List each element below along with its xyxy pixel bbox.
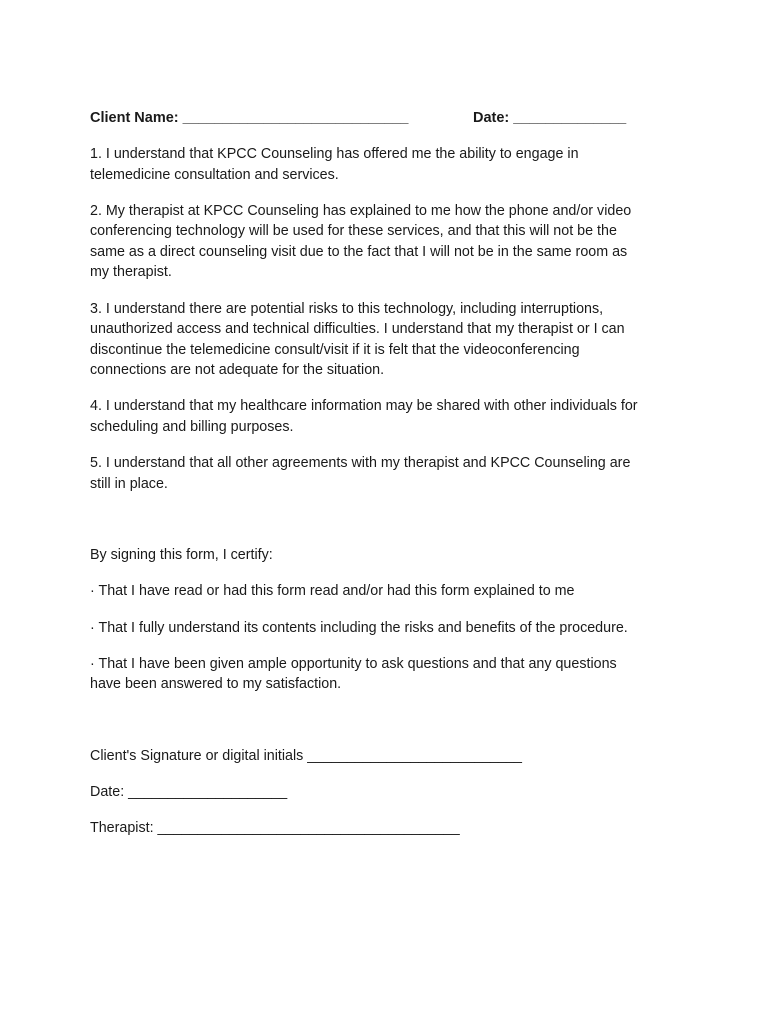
certify-bullet-line: · That I have read or had this form read and/or had this form explained to me	[90, 583, 575, 600]
certify-bullet-line: have been answered to my satisfaction.	[90, 676, 342, 693]
agreement-item-2-line: my therapist.	[90, 264, 172, 281]
certify-bullet-line: · That I have been given ample opportunity to ask questions and that any questions	[90, 655, 617, 672]
form-content	[90, 108, 675, 839]
agreement-item-4-line: 4. I understand that my healthcare information may be shared with other individuals for	[90, 398, 638, 415]
agreement-item-4	[90, 396, 675, 437]
certify-intro-text: By signing this form, I certify:	[90, 547, 273, 564]
agreement-item-2-line: conferencing technology will be used for these services, and that this will not be the	[90, 223, 617, 240]
agreement-item-4-line: scheduling and billing purposes.	[90, 419, 294, 436]
client-signature-field[interactable]: Client's Signature or digital initials ___________________________	[90, 747, 522, 764]
agreement-item-2-line: same as a direct counseling visit due to the fact that I will not be in the same room as	[90, 243, 628, 260]
certify-bullet-3	[90, 654, 675, 695]
client-name-field[interactable]: Client Name: ____________________________	[90, 110, 409, 126]
header-row	[90, 108, 675, 130]
agreement-item-1-line: telemedicine consultation and services.	[90, 166, 339, 183]
signature-date-line[interactable]	[90, 782, 675, 803]
agreement-item-5	[90, 453, 675, 494]
signature-date-field[interactable]: Date: ____________________	[90, 783, 288, 800]
therapist-line[interactable]	[90, 818, 675, 839]
agreement-item-3-line: discontinue the telemedicine consult/visit if it is felt that the videoconferencing	[90, 341, 580, 358]
agreement-item-1-line: 1. I understand that KPCC Counseling has offered me the ability to engage in	[90, 146, 579, 162]
agreement-item-3	[90, 299, 675, 381]
agreement-item-3-line: connections are not adequate for the situation.	[90, 362, 385, 379]
agreement-item-5-line: still in place.	[90, 475, 168, 492]
agreement-item-3-line: 3. I understand there are potential risks to this technology, including interruptions,	[90, 300, 604, 317]
agreement-item-2-line: 2. My therapist at KPCC Counseling has explained to me how the phone and/or video	[90, 202, 632, 219]
agreement-item-2	[90, 201, 675, 283]
agreement-item-3-line: unauthorized access and technical difficulties. I understand that my therapist or I can	[90, 321, 625, 338]
agreement-item-1	[90, 144, 675, 185]
therapist-field[interactable]: Therapist: ______________________________________	[90, 819, 460, 836]
header-date-field[interactable]: Date: ______________	[473, 110, 627, 126]
certify-bullet-2	[90, 618, 675, 639]
certify-bullet-1	[90, 581, 675, 602]
client-signature-line[interactable]	[90, 746, 675, 767]
certify-bullet-line: · That I fully understand its contents including the risks and benefits of the procedure.	[90, 619, 628, 636]
agreement-item-5-line: 5. I understand that all other agreements with my therapist and KPCC Counseling are	[90, 455, 631, 472]
certify-intro	[90, 545, 675, 566]
